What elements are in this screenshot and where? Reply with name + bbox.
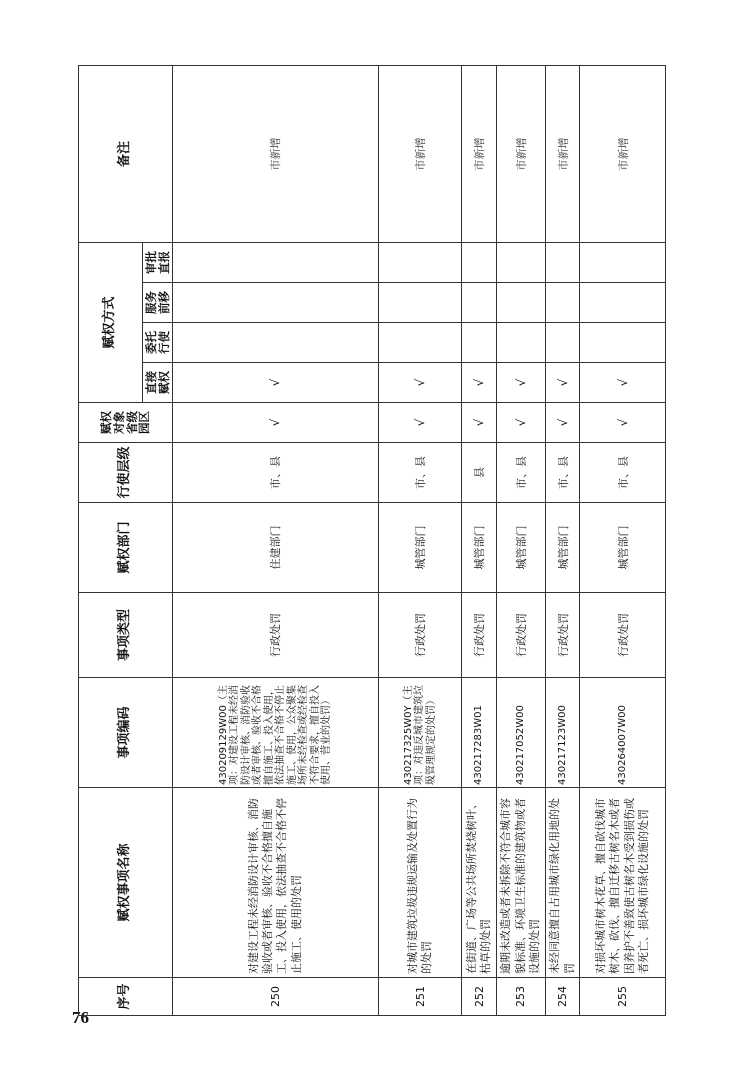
row-service	[173, 283, 379, 323]
row-approve	[496, 242, 545, 282]
header-seq: 序号	[79, 978, 173, 1016]
row-name: 对建设工程未经消防设计审核、消防验收或者审核、验收不合格擅自施工、投入使用，依法抽查不合格不停止施工、使用的处罚	[173, 788, 379, 978]
page-number: 76	[72, 1008, 89, 1027]
row-target: √	[580, 403, 666, 443]
row-dept: 住建部门	[173, 503, 379, 593]
row-note: 市新增	[462, 65, 497, 242]
row-approve	[580, 242, 666, 282]
row-code: 430217325W0Y（主项：对违反城市建筑垃圾管理规定的处罚）	[378, 678, 462, 788]
table-body	[173, 65, 666, 1015]
table-row	[545, 65, 580, 1015]
row-code: 430217052W00	[496, 678, 545, 788]
row-note: 市新增	[580, 65, 666, 242]
row-direct: √	[173, 363, 379, 403]
row-name: 对城市建筑垃圾违规运输及处置行为的处罚	[378, 788, 462, 978]
header-method-direct: 直接赋权	[143, 363, 173, 403]
row-code: 430209129W00（主项：对建设工程未经消防设计审核、消防验收或者审核、验收不合格擅自施工、投入使用，依法抽查不合格不停止施工、使用，公众聚集场所未经检查或经检查不符合要求，擅自投入使用、营业的处罚）	[173, 678, 379, 788]
row-dept: 城管部门	[545, 503, 580, 593]
header-dept: 赋权部门	[79, 503, 173, 593]
row-target: √	[545, 403, 580, 443]
row-entrust	[580, 323, 666, 363]
row-approve	[378, 242, 462, 282]
row-name: 在街道、广场等公共场所焚烧树叶、枯草的处罚	[462, 788, 497, 978]
header-name: 赋权事项名称	[79, 788, 173, 978]
row-target: √	[173, 403, 379, 443]
row-target: √	[496, 403, 545, 443]
row-seq: 255	[580, 978, 666, 1016]
row-dept: 城管部门	[496, 503, 545, 593]
header-target: 赋权对象省级园区	[79, 403, 173, 443]
row-direct: √	[378, 363, 462, 403]
row-name: 逾期未改造或者未拆除不符合城市容貌标准、环境卫生标准的建筑物或者设施的处罚	[496, 788, 545, 978]
row-entrust	[496, 323, 545, 363]
row-code: 430217123W00	[545, 678, 580, 788]
row-direct: √	[580, 363, 666, 403]
row-approve	[545, 242, 580, 282]
row-type: 行政处罚	[173, 593, 379, 678]
header-level: 行使层级	[79, 443, 173, 503]
row-service	[580, 283, 666, 323]
row-note: 市新增	[496, 65, 545, 242]
row-code: 430264007W00	[580, 678, 666, 788]
row-service	[496, 283, 545, 323]
row-direct: √	[545, 363, 580, 403]
row-level: 市、县	[496, 443, 545, 503]
row-type: 行政处罚	[378, 593, 462, 678]
row-level: 市、县	[580, 443, 666, 503]
row-seq: 252	[462, 978, 497, 1016]
row-approve	[173, 242, 379, 282]
row-type: 行政处罚	[545, 593, 580, 678]
row-dept: 城管部门	[580, 503, 666, 593]
row-level: 市、县	[173, 443, 379, 503]
row-code: 430217283W01	[462, 678, 497, 788]
header-code: 事项编码	[79, 678, 173, 788]
header-method: 赋权方式	[79, 242, 143, 402]
header-method-entrust: 委托行使	[143, 323, 173, 363]
row-seq: 253	[496, 978, 545, 1016]
table-row	[462, 65, 497, 1015]
row-target: √	[378, 403, 462, 443]
table-row	[496, 65, 545, 1015]
row-type: 行政处罚	[462, 593, 497, 678]
table-row	[378, 65, 462, 1015]
row-target: √	[462, 403, 497, 443]
row-level: 市、县	[378, 443, 462, 503]
header-method-approve: 审批直报	[143, 242, 173, 282]
row-seq: 250	[173, 978, 379, 1016]
row-note: 市新增	[378, 65, 462, 242]
row-service	[378, 283, 462, 323]
empowerment-table	[78, 65, 666, 1016]
row-approve	[462, 242, 497, 282]
table-row	[173, 65, 379, 1015]
table-row	[580, 65, 666, 1015]
rotated-table-container	[78, 66, 666, 1016]
row-level: 县	[462, 443, 497, 503]
row-entrust	[545, 323, 580, 363]
row-direct: √	[496, 363, 545, 403]
row-direct: √	[462, 363, 497, 403]
row-level: 市、县	[545, 443, 580, 503]
header-method-service: 服务前移	[143, 283, 173, 323]
row-name: 对损坏城市树木花草、擅自砍伐城市树木、砍伐、擅自迁移古树名木或者因养护不善致使古树名木受到损伤或者死亡、损坏城市绿化设施的处罚	[580, 788, 666, 978]
row-seq: 251	[378, 978, 462, 1016]
header-note: 备注	[79, 65, 173, 242]
row-entrust	[173, 323, 379, 363]
row-entrust	[378, 323, 462, 363]
row-dept: 城管部门	[462, 503, 497, 593]
row-service	[545, 283, 580, 323]
row-note: 市新增	[545, 65, 580, 242]
row-type: 行政处罚	[580, 593, 666, 678]
row-note: 市新增	[173, 65, 379, 242]
row-type: 行政处罚	[496, 593, 545, 678]
row-seq: 254	[545, 978, 580, 1016]
row-entrust	[462, 323, 497, 363]
row-dept: 城管部门	[378, 503, 462, 593]
row-name: 未经同意擅自占用城市绿化用地的处罚	[545, 788, 580, 978]
header-type: 事项类型	[79, 593, 173, 678]
row-service	[462, 283, 497, 323]
